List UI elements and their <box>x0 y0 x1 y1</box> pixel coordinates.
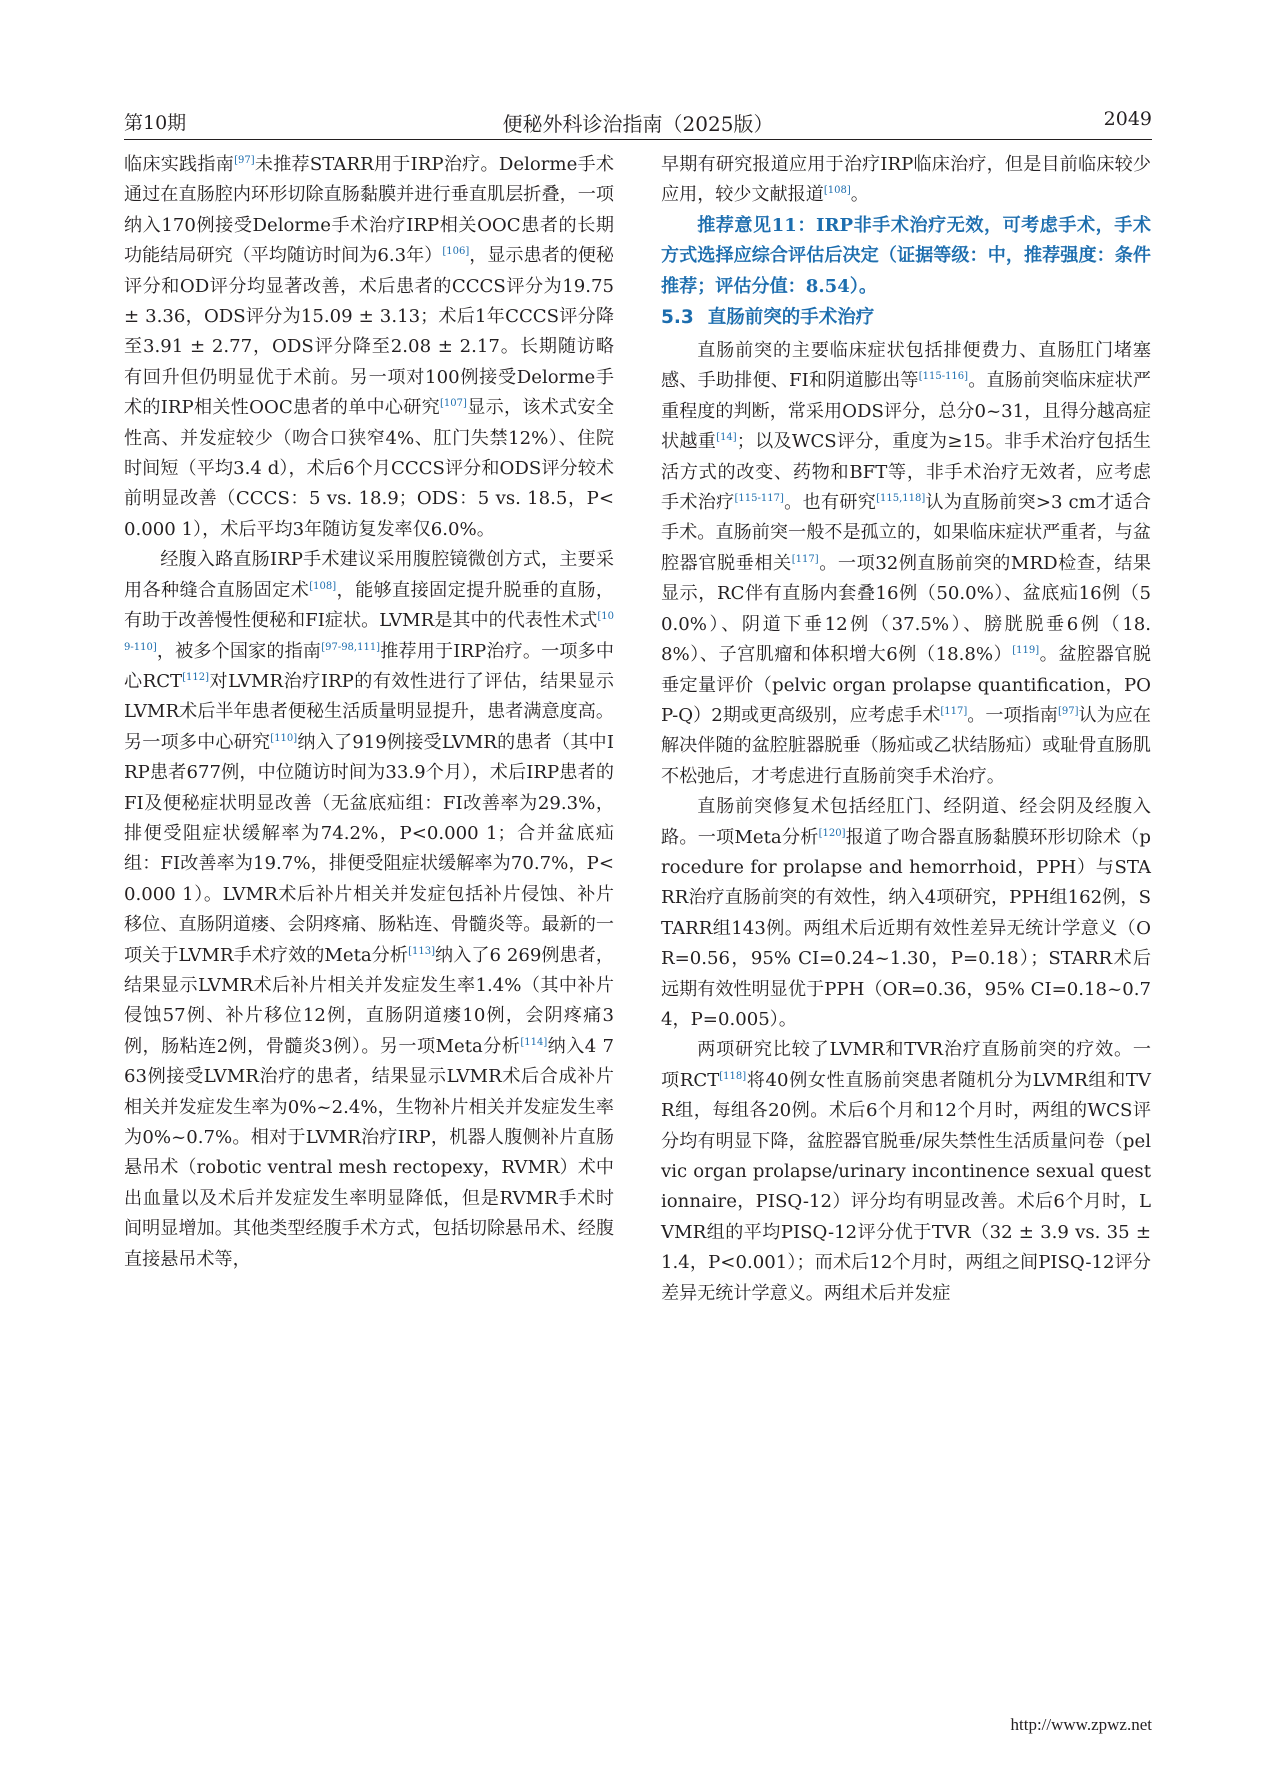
citation: [117] <box>940 705 968 717</box>
header-rule <box>124 139 1152 140</box>
citation: [108] <box>823 185 851 197</box>
citation: [109-110] <box>124 611 614 653</box>
journal-title: 便秘外科诊治指南（2025版） <box>502 112 774 136</box>
citation: [107] <box>440 398 467 410</box>
paragraph: 两项研究比较了LVMR和TVR治疗直肠前突的疗效。一项RCT[118]将40例女性直肠前突患者随机分为LVMR组和TVR组，每组各20例。术后6个月和12个月时，两组的WCS评分均有明显下降，盆腔器官脱垂/尿失禁性生活质量问卷（pelvic organ prolapse/urinary incontinence sexual questionnaire，PISQ-12）评分均有明显改善。术后6个月时，LVMR组的平均PISQ-12评分优于TVR（32 ± 3.9 vs. 35 ± 1.4，P<0.001）；而术后12个月时，两组之间PISQ-12评分差异无统计学意义。两组术后并发症 <box>661 1039 1151 1304</box>
paragraph: 经腹入路直肠IRP手术建议采用腹腔镜微创方式，主要采用各种缝合直肠固定术[108]，能够直接固定提升脱垂的直肠，有助于改善慢性便秘和FI症状。LVMR是其中的代表性术式[109-110]，被多个国家的指南[97-98,111]推荐用于IRP治疗。一项多中心RCT[112]对LVMR治疗IRP的有效性进行了评估，结果显示LVMR术后半年患者便秘生活质量明显提升，患者满意度高。另一项多中心研究[110]纳入了919例接受LVMR的患者（其中IRP患者677例，中位随访时间为33.9个月），术后IRP患者的FI及便秘症状明显改善（无盆底疝组：FI改善率为29.3%，排便受阻症状缓解率为74.2%，P<0.000 1；合并盆底疝组：FI改善率为19.7%，排便受阻症状缓解率为70.7%，P<0.000 1）。LVMR术后补片相关并发症包括补片侵蚀、补片移位、直肠阴道瘘、会阴疼痛、肠粘连、骨髓炎等。最新的一项关于LVMR手术疗效的Meta分析[113]纳入了6 269例患者，结果显示LVMR术后补片相关并发症发生率1.4%（其中补片侵蚀57例、补片移位12例，直肠阴道瘘10例，会阴疼痛3例，肠粘连2例，骨髓炎3例）。另一项Meta分析[114]纳入4 763例接受LVMR治疗的患者，结果显示LVMR术后合成补片相关并发症发生率为0%~2.4%，生物补片相关并发症发生率为0%~0.7%。相对于LVMR治疗IRP，机器人腹侧补片直肠悬吊术（robotic ventral mesh rectopexy，RVMR）术中出血量以及术后并发症发生率明显降低，但是RVMR手术时间明显增加。其他类型经腹手术方式，包括切除悬吊术、经腹直接悬吊术等， <box>124 549 614 1270</box>
paragraph: 直肠前突修复术包括经肛门、经阴道、经会阴及经腹入路。一项Meta分析[120]报道了吻合器直肠黏膜环形切除术（procedure for prolapse and hemorrhoid，PPH）与STARR治疗直肠前突的有效性，纳入4项研究，PPH组162例，STARR组143例。两组术后近期有效性差异无统计学意义（OR=0.56，95% CI=0.24~1.30，P=0.18）；STARR术后远期有效性明显优于PPH（OR=0.36，95% CI=0.18~0.74，P=0.005）。 <box>661 796 1151 1030</box>
footer-url: http://www.zpwz.net <box>1010 1715 1152 1734</box>
citation: [114] <box>520 1036 548 1048</box>
citation: [97] <box>234 154 255 166</box>
section-heading <box>661 303 1151 333</box>
page-number: 2049 <box>1103 108 1152 130</box>
citation: [108] <box>309 580 337 592</box>
paragraph: 临床实践指南[97]未推荐STARR用于IRP治疗。Delorme手术通过在直肠腔内环形切除直肠黏膜并进行垂直肌层折叠，一项纳入170例接受Delorme手术治疗IRP相关OOC患者的长期功能结局研究（平均随访时间为6.3年）[106]，显示患者的便秘评分和OD评分均显著改善，术后患者的CCCS评分为19.75 ± 3.36，ODS评分为15.09 ± 3.13；术后1年CCCS评分降至3.91 ± 2.77，ODS评分降至2.08 ± 2.17。长期随访略有回升但仍明显优于术前。另一项对100例接受Delorme手术的IRP相关性OOC患者的单中心研究[107]显示，该术式安全性高、并发症较少（吻合口狭窄4%、肛门失禁12%）、住院时间短（平均3.4 d），术后6个月CCCS评分和ODS评分较术前明显改善（CCCS：5 vs. 18.9；ODS：5 vs. 18.5，P<0.000 1），术后平均3年随访复发率仅6.0%。 <box>124 154 614 540</box>
citation: [106] <box>442 246 470 258</box>
citation: [115-116] <box>918 371 969 383</box>
citation: [110] <box>270 732 298 744</box>
issue-label: 第10期 <box>124 112 187 134</box>
left-column <box>124 150 614 1275</box>
citation: [112] <box>182 671 210 683</box>
citation: [117] <box>791 553 819 565</box>
citation: [115,118] <box>876 493 926 505</box>
recommendation-11: 推荐意见11：IRP非手术治疗无效，可考虑手术，手术方式选择应综合评估后决定（证据等级：中，推荐强度：条件推荐；评估分值：8.54）。 <box>661 214 1151 297</box>
section-title: 直肠前突的手术治疗 <box>707 307 875 329</box>
citation: [113] <box>408 945 435 957</box>
section-number: 5.3 <box>661 307 694 329</box>
paragraph: 早期有研究报道应用于治疗IRP临床治疗，但是目前临床较少应用，较少文献报道[108]。 <box>661 154 1151 206</box>
citation: [14] <box>716 432 737 444</box>
citation: [97] <box>1057 705 1079 717</box>
citation: [115-117] <box>734 493 784 505</box>
citation: [119] <box>1012 645 1040 657</box>
citation: [97-98,111] <box>321 641 381 653</box>
citation: [118] <box>719 1070 747 1082</box>
running-header <box>124 108 1152 138</box>
citation: [120] <box>818 827 846 839</box>
paragraph: 直肠前突的主要临床症状包括排便费力、直肠肛门堵塞感、手助排便、FI和阴道膨出等[115-116]。直肠前突临床症状严重程度的判断，常采用ODS评分，总分0~31，且得分越高症状越重[14]；以及WCS评分，重度为≥15。非手术治疗包括生活方式的改变、药物和BFT等，非手术治疗无效者，应考虑手术治疗[115-117]。也有研究[115,118]认为直肠前突>3 cm才适合手术。直肠前突一般不是孤立的，如果临床症状严重者，与盆腔器官脱垂相关[117]。一项32例直肠前突的MRD检查，结果显示，RC伴有直肠内套叠16例（50.0%）、盆底疝16例（50.0%）、阴道下垂12例（37.5%）、膀胱脱垂6例（18.8%）、子宫肌瘤和体积增大6例（18.8%）[119]。盆腔器官脱垂定量评价（pelvic organ prolapse quantification，POP-Q）2期或更高级别，应考虑手术[117]。一项指南[97]认为应在解决伴随的盆腔脏器脱垂（肠疝或乙状结肠疝）或耻骨直肠肌不松弛后，才考虑进行直肠前突手术治疗。 <box>661 340 1151 787</box>
right-column <box>661 150 1151 1309</box>
